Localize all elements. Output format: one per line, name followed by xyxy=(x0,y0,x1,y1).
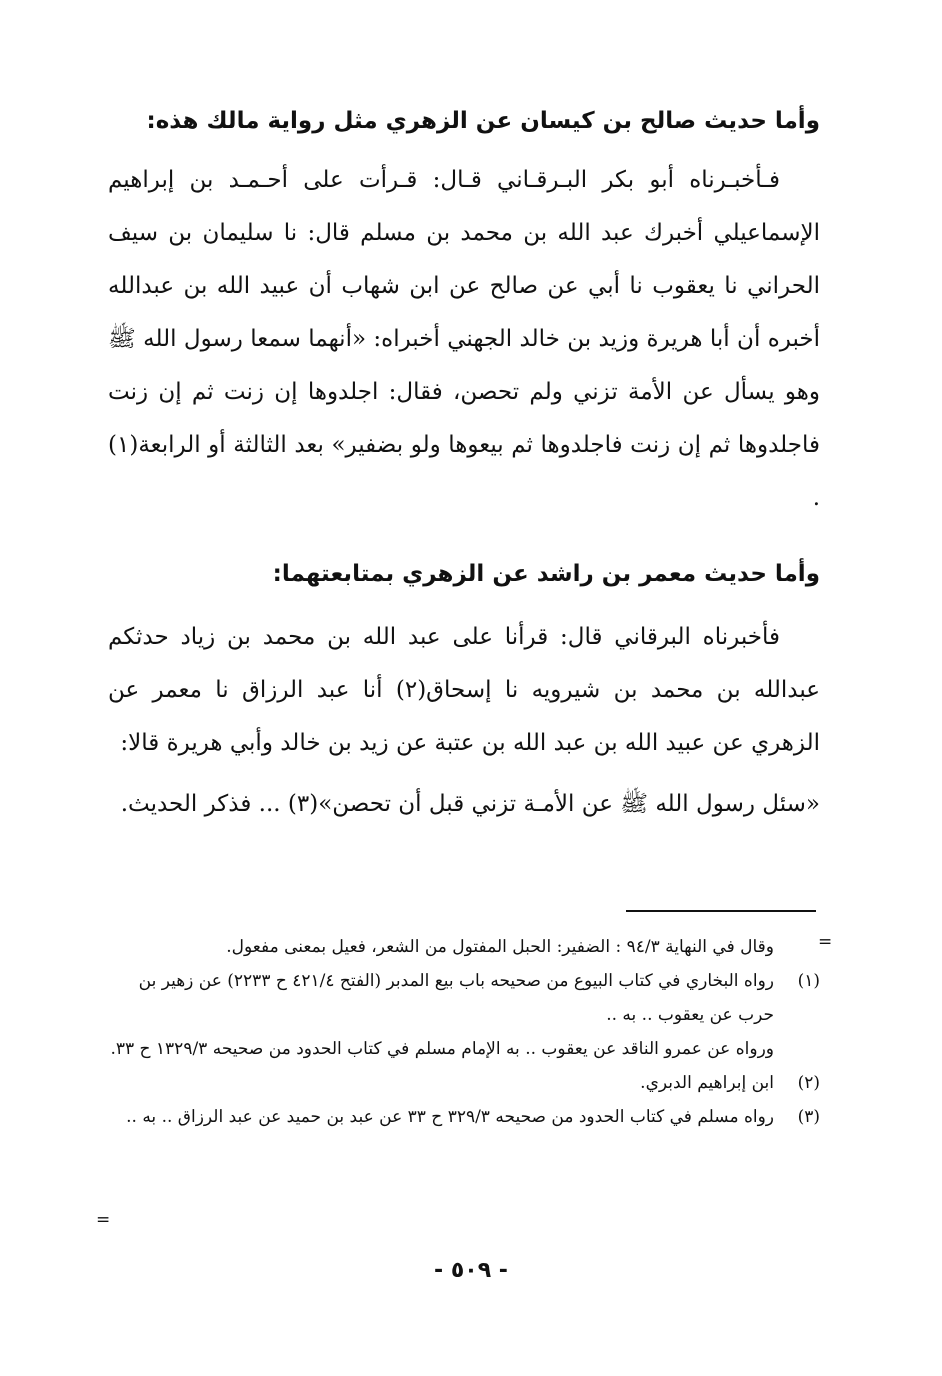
paragraph-mamar-narration: فأخبرناه البرقاني قال: قرأنا على عبد الله بن محمد بن زياد حدثكم عبدالله بن محمد بن شيرويه نا إسحاق(٢) أنا عبد الرزاق نا معمر عن الزهري عن عبيد الله بن عبد الله بن عتبة عن زيد بن خالد وأبي هريرة قالا: xyxy=(108,624,820,756)
paragraph-hadith-quote: «سئل رسول الله ﷺ عن الأمـة تزني قبل أن تحصن»(٣) ... فذكر الحديث. xyxy=(120,791,820,817)
footnote-separator xyxy=(626,910,816,912)
footnote-1-text-b: ورواه عن عمرو الناقد عن يعقوب .. به الإمام مسلم في كتاب الحدود من صحيحه ١٣٢٩/٣ ح ٣٣. xyxy=(110,1039,774,1059)
footnote-continuation-text: وقال في النهاية ٩٤/٣ : الضفير: الحبل المفتول من الشعر، فعيل بمعنى مفعول. xyxy=(226,937,774,957)
footnote-1-continued xyxy=(108,1032,820,1066)
footnote-2-number: (٢) xyxy=(797,1073,820,1093)
continuation-mark-bottom: = xyxy=(96,1210,111,1230)
footnotes xyxy=(108,930,820,1134)
footnote-3 xyxy=(108,1100,820,1134)
footnote-2-text: ابن إبراهيم الدبري. xyxy=(640,1073,774,1093)
footnote-1-text: رواه البخاري في كتاب البيوع من صحيحه باب بيع المدبر (الفتح ٤٢١/٤ ح ٢٢٣٣) عن زهير بن حرب عن يعقوب .. به .. xyxy=(138,971,774,1025)
page-number: - ٥٠٩ - xyxy=(434,1258,508,1283)
footnote-3-number: (٣) xyxy=(797,1107,820,1127)
footnote-1 xyxy=(108,964,820,1032)
main-text xyxy=(108,98,820,831)
footnote-1-number: (١) xyxy=(797,971,820,991)
paragraph-salih-narration: فـأخبـرناه أبو بكر البـرقـاني قـال: قـرأت على أحـمـد بن إبراهيم الإسماعيلي أخبرك عبد الله بن محمد بن مسلم قال: نا سليمان بن سيف الحراني نا يعقوب نا أبي عن صالح عن ابن شهاب أن عبيد الله بن عبدالله أخبره أن أبا هريرة وزيد بن خالد الجهني أخبراه: «أنهما سمعا رسول الله ﷺ وهو يسأل عن الأمة تزني ولم تحصن، فقال: اجلدوها إن زنت ثم إن زنت فاجلدوها ثم إن زنت فاجلدوها ثم بيعوها ولو بضفير» بعد الثالثة أو الرابعة(١) . xyxy=(108,167,820,511)
continuation-mark-top: = xyxy=(818,932,833,952)
section-heading-mamar: وأما حديث معمر بن راشد عن الزهري بمتابعتهما: xyxy=(272,561,820,587)
footnote-continuation xyxy=(108,930,820,964)
footnote-2 xyxy=(108,1066,820,1100)
footnote-3-text: رواه مسلم في كتاب الحدود من صحيحه ٣٢٩/٣ ح ٣٣ عن عبد بن حميد عن عبد الرزاق .. به .. xyxy=(126,1107,774,1127)
section-heading-salih: وأما حديث صالح بن كيسان عن الزهري مثل رواية مالك هذه: xyxy=(146,108,820,134)
